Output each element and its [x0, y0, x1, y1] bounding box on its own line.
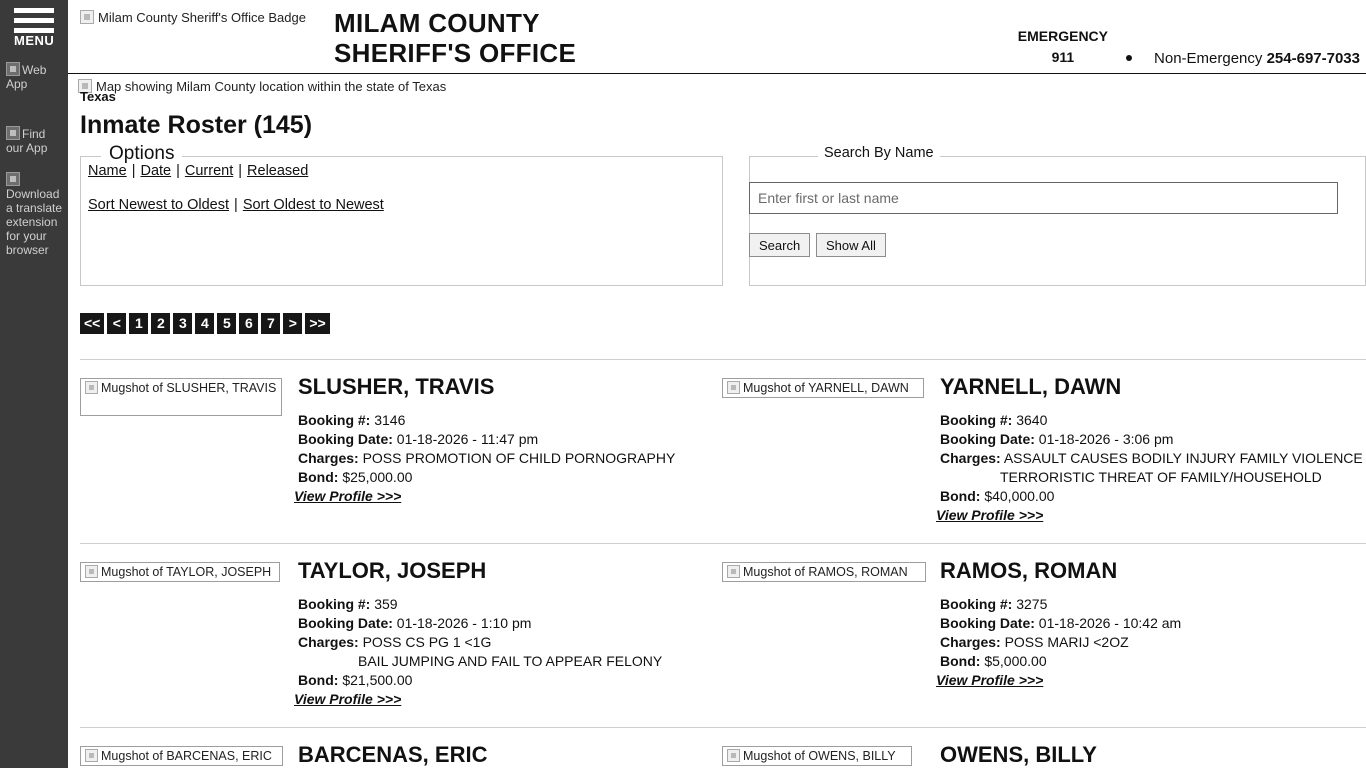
inmate-name: TAYLOR, JOSEPH — [298, 558, 487, 583]
option-separator: | — [234, 197, 238, 213]
booking-number-value: 3640 — [1016, 412, 1048, 428]
charges-label: Charges: — [298, 634, 359, 650]
charge-value-secondary: BAIL JUMPING AND FAIL TO APPEAR FELONY — [358, 653, 663, 669]
booking-date-field — [940, 431, 1173, 447]
booking-date-value: 01-18-2026 - 1:10 pm — [396, 615, 532, 631]
office-title-line-1: MILAM COUNTY — [334, 8, 540, 38]
booking-date-value: 01-18-2026 - 10:42 am — [1038, 615, 1182, 631]
pagination-page-3[interactable]: 3 — [173, 313, 192, 334]
booking-date-label: Booking Date: — [298, 615, 393, 631]
bond-field — [940, 653, 1047, 669]
office-title-line-2: SHERIFF'S OFFICE — [334, 38, 577, 68]
broken-image-icon — [6, 62, 20, 76]
pagination — [80, 313, 330, 334]
option-separator: | — [238, 163, 243, 179]
mugshot-alt-text: Mugshot of SLUSHER, TRAVIS — [101, 381, 277, 395]
inmate-name: RAMOS, ROMAN — [940, 558, 1118, 583]
mugshot-alt-text: Mugshot of RAMOS, ROMAN — [743, 565, 908, 579]
broken-image-icon — [6, 126, 20, 140]
badge-alt-text: Milam County Sheriff's Office Badge — [98, 10, 306, 25]
bond-field — [940, 488, 1054, 504]
bond-label: Bond: — [298, 469, 339, 485]
bond-value: $5,000.00 — [984, 653, 1047, 669]
booking-number-value: 3275 — [1016, 596, 1048, 612]
option-link-sort-oldest-to-newest[interactable]: Sort Oldest to Newest — [242, 197, 384, 213]
menu-label: MENU — [14, 33, 55, 48]
sidebar-item-translate-extension[interactable] — [4, 172, 66, 257]
booking-date-label: Booking Date: — [298, 431, 393, 447]
charge-value: POSS MARIJ <2OZ — [1004, 634, 1129, 650]
booking-date-value: 01-18-2026 - 3:06 pm — [1038, 431, 1174, 447]
mugshot-alt-text: Mugshot of YARNELL, DAWN — [743, 381, 909, 395]
pagination-page-4[interactable]: 4 — [195, 313, 214, 334]
view-profile-link[interactable]: View Profile >>> — [294, 691, 402, 707]
broken-image-icon — [6, 172, 20, 186]
booking-number-value: 359 — [374, 596, 398, 612]
charges-field — [298, 634, 491, 650]
view-profile-link[interactable]: View Profile >>> — [294, 488, 402, 504]
mugshot-alt-text: Mugshot of TAYLOR, JOSEPH — [101, 565, 272, 579]
page-title: Inmate Roster (145) — [80, 111, 313, 139]
booking-number-label: Booking #: — [940, 596, 1013, 612]
booking-date-field — [298, 431, 538, 447]
broken-image-icon — [85, 749, 98, 762]
booking-date-value: 01-18-2026 - 11:47 pm — [396, 431, 539, 447]
sidebar-item-find-our-app[interactable] — [4, 126, 66, 155]
bond-value: $25,000.00 — [342, 469, 413, 485]
view-profile-link[interactable]: View Profile >>> — [936, 507, 1044, 523]
mugshot-image — [722, 746, 912, 766]
emergency-contact — [1018, 26, 1108, 68]
booking-date-label: Booking Date: — [940, 431, 1035, 447]
charge-value: POSS PROMOTION OF CHILD PORNOGRAPHY — [362, 450, 676, 466]
bond-label: Bond: — [940, 488, 981, 504]
non-emergency-number: 254-697-7033 — [1266, 50, 1360, 67]
bond-field — [298, 469, 412, 485]
charges-field — [940, 450, 1363, 466]
charges-label: Charges: — [298, 450, 359, 466]
search-panel — [749, 145, 1366, 286]
booking-number-label: Booking #: — [940, 412, 1013, 428]
inmate-name: SLUSHER, TRAVIS — [298, 374, 495, 399]
separator-dot — [1126, 55, 1132, 61]
bond-value: $40,000.00 — [984, 488, 1055, 504]
charge-value-secondary: TERRORISTIC THREAT OF FAMILY/HOUSEHOLD — [1000, 469, 1322, 485]
non-emergency-label: Non-Emergency — [1154, 50, 1263, 67]
booking-date-field — [940, 615, 1181, 631]
emergency-number: 911 — [1051, 49, 1075, 65]
option-link-date[interactable]: Date — [140, 163, 172, 179]
broken-image-icon — [85, 565, 98, 578]
map-alt-text: Map showing Milam County location within the state of Texas — [96, 79, 447, 94]
mugshot-image — [722, 378, 924, 398]
broken-image-icon — [80, 10, 94, 24]
booking-number-label: Booking #: — [298, 412, 371, 428]
inmate-name: OWENS, BILLY — [940, 742, 1097, 767]
booking-date-label: Booking Date: — [940, 615, 1035, 631]
pagination-page-7[interactable]: 7 — [261, 313, 280, 334]
mugshot-image — [722, 562, 926, 582]
pagination-page-2[interactable]: 2 — [151, 313, 170, 334]
view-profile-link[interactable]: View Profile >>> — [936, 672, 1044, 688]
sidebar-item-label: Web App — [6, 63, 47, 91]
site-header — [68, 0, 1366, 74]
pagination-first[interactable]: << — [80, 313, 104, 334]
bond-value: $21,500.00 — [342, 672, 413, 688]
broken-image-icon — [727, 565, 740, 578]
row-divider — [80, 543, 1366, 544]
bond-field — [298, 672, 412, 688]
mugshot-image — [80, 378, 282, 416]
booking-number-field — [940, 412, 1047, 428]
broken-image-icon — [85, 381, 98, 394]
main-content — [68, 74, 1366, 768]
pagination-page-5[interactable]: 5 — [217, 313, 236, 334]
broken-image-icon — [727, 381, 740, 394]
booking-number-field — [298, 596, 398, 612]
pagination-prev[interactable]: < — [107, 313, 126, 334]
mugshot-alt-text: Mugshot of OWENS, BILLY — [743, 749, 896, 763]
booking-number-value: 3146 — [374, 412, 406, 428]
mugshot-alt-text: Mugshot of BARCENAS, ERIC — [101, 749, 272, 763]
option-separator: | — [176, 163, 180, 179]
booking-number-field — [298, 412, 405, 428]
hamburger-bar — [14, 8, 54, 13]
options-legend: Options — [101, 143, 182, 165]
office-title — [334, 8, 576, 68]
state-label: Texas — [80, 89, 116, 104]
pagination-page-6[interactable]: 6 — [239, 313, 258, 334]
inmate-name: BARCENAS, ERIC — [298, 742, 488, 767]
mugshot-image — [80, 746, 283, 766]
row-divider — [80, 727, 1366, 728]
inmate-name: YARNELL, DAWN — [940, 374, 1122, 399]
booking-number-field — [940, 596, 1047, 612]
search-button[interactable]: Search — [749, 233, 810, 257]
row-divider — [80, 359, 1366, 360]
bond-label: Bond: — [298, 672, 339, 688]
broken-image-icon — [727, 749, 740, 762]
option-link-current[interactable]: Current — [184, 163, 234, 179]
options-sort-links-row-1 — [88, 163, 308, 179]
pagination-page-1[interactable]: 1 — [129, 313, 148, 334]
option-link-released[interactable]: Released — [247, 163, 309, 179]
option-separator: | — [131, 163, 136, 179]
options-sort-links-row-2 — [88, 197, 384, 213]
option-link-name[interactable]: Name — [88, 163, 127, 179]
option-link-sort-newest-to-oldest[interactable]: Sort Newest to Oldest — [88, 197, 230, 213]
sidebar-item-label: Download a translate extension for your browser — [6, 187, 63, 257]
show-all-button[interactable]: Show All — [816, 233, 886, 257]
charge-value: ASSAULT CAUSES BODILY INJURY FAMILY VIOLENCE — [1003, 450, 1363, 466]
charges-label: Charges: — [940, 450, 1001, 466]
sidebar-item-label: Find our App — [6, 127, 48, 155]
booking-date-field — [298, 615, 531, 631]
pagination-last[interactable]: >> — [305, 313, 329, 334]
pagination-next[interactable]: > — [283, 313, 302, 334]
charges-field — [298, 450, 675, 466]
emergency-label: EMERGENCY — [1017, 28, 1108, 44]
search-legend: Search By Name — [818, 145, 940, 161]
hamburger-bar — [14, 18, 54, 23]
mugshot-image — [80, 562, 280, 582]
non-emergency-contact — [1154, 50, 1360, 67]
charges-field — [940, 634, 1129, 650]
sidebar-item-web-app[interactable] — [4, 62, 66, 91]
booking-number-label: Booking #: — [298, 596, 371, 612]
bond-label: Bond: — [940, 653, 981, 669]
left-sidebar — [0, 0, 68, 768]
charges-label: Charges: — [940, 634, 1001, 650]
charge-value: POSS CS PG 1 <1G — [362, 634, 492, 650]
sheriff-badge-image — [80, 10, 306, 25]
search-input[interactable] — [749, 182, 1338, 214]
